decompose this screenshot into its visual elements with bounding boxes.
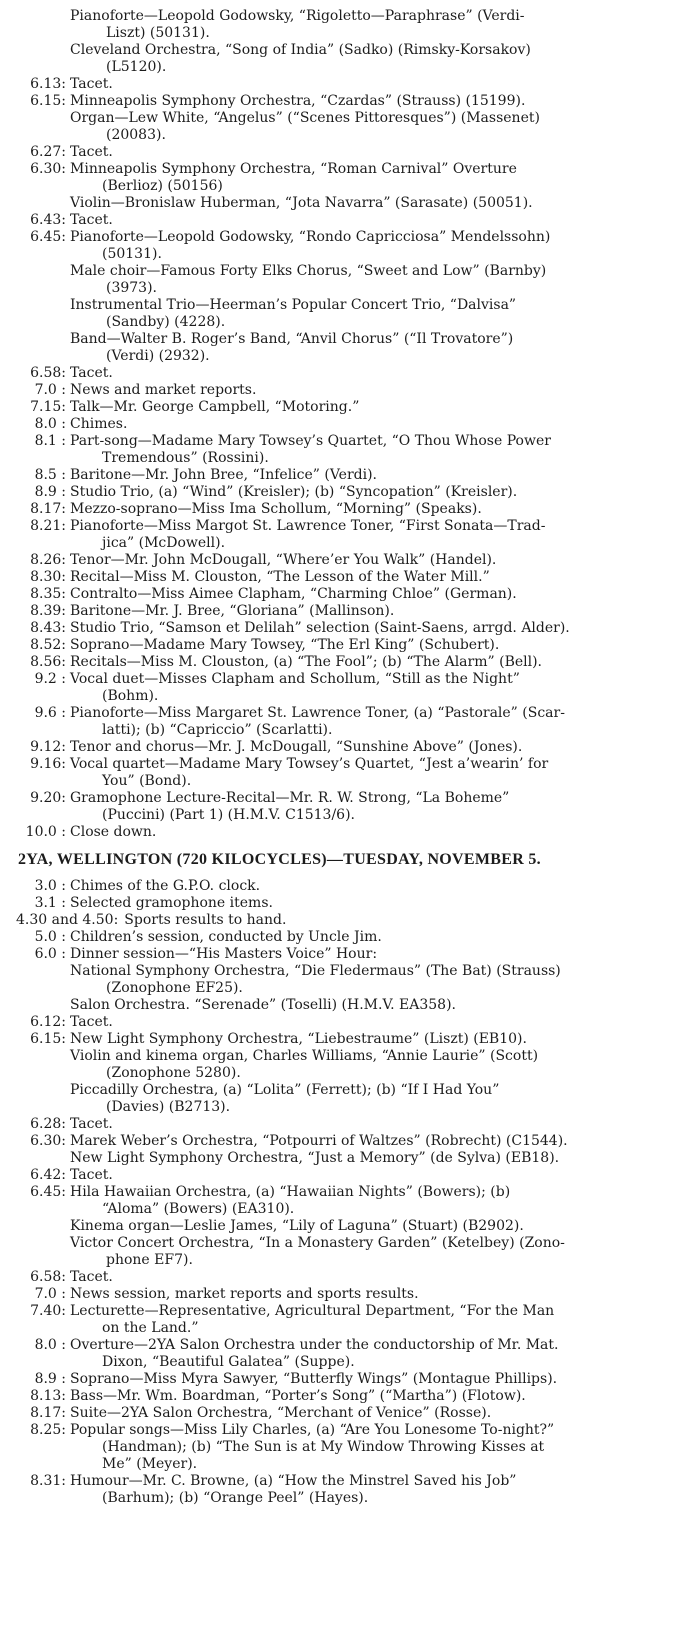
- entry-line: Bass—Mr. Wm. Boardman, “Porter’s Song” (“Martha”) (Flotow).: [70, 1388, 526, 1404]
- item-line: Salon Orchestra. “Serenade” (Toselli) (H.M.V. EA358).: [70, 997, 456, 1013]
- time-label: 9.16:: [30, 756, 66, 772]
- item-continuation: (L5120).: [106, 59, 167, 75]
- time-label: 6.58:: [30, 1269, 66, 1285]
- programme-item: [10, 8, 680, 42]
- entry-text: [70, 212, 680, 229]
- time-label: 8.39:: [30, 603, 66, 619]
- entry-continuation: jica” (McDowell).: [102, 535, 226, 551]
- schedule-entry: [10, 912, 680, 929]
- entry-line: Tacet.: [70, 1269, 113, 1285]
- entry-continuation: on the Land.”: [102, 1320, 199, 1336]
- schedule-entry: [10, 620, 680, 637]
- schedule-entry: [10, 1371, 680, 1388]
- entry-text: [70, 76, 680, 93]
- schedule-entry: [10, 824, 680, 841]
- entry-line: Tenor and chorus—Mr. J. McDougall, “Sunshine Above” (Jones).: [70, 739, 523, 755]
- time-label: 6.43:: [30, 212, 66, 228]
- entry-text: [70, 1473, 680, 1507]
- entry-text: [124, 912, 680, 929]
- programme-item: [10, 997, 680, 1014]
- time-label: 6.15:: [30, 93, 66, 109]
- entry-line: Popular songs—Miss Lily Charles, (a) “Are You Lonesome To-night?”: [70, 1422, 555, 1438]
- programme-item: [10, 1235, 680, 1269]
- time-label: 6.27:: [30, 144, 66, 160]
- item-continuation: (20083).: [106, 127, 166, 143]
- time-label: 8.43:: [30, 620, 66, 636]
- schedule-entry: [10, 637, 680, 654]
- entry-line: Minneapolis Symphony Orchestra, “Roman Carnival” Overture: [70, 161, 517, 177]
- time-label: 8.0 :: [34, 1337, 66, 1353]
- entry-line: Contralto—Miss Aimee Clapham, “Charming Chloe” (German).: [70, 586, 517, 602]
- schedule-entry: [10, 671, 680, 705]
- schedule-entry: [10, 1133, 680, 1150]
- entry-continuation: (Puccini) (Part 1) (H.M.V. C1513/6).: [102, 807, 355, 823]
- entry-line: Marek Weber’s Orchestra, “Potpourri of Waltzes” (Robrecht) (C1544).: [70, 1133, 568, 1149]
- time-label: 9.20:: [30, 790, 66, 806]
- entry-line: Tenor—Mr. John McDougall, “Where’er You Walk” (Handel).: [70, 552, 497, 568]
- entry-text: [70, 1371, 680, 1388]
- entry-text: [70, 1031, 680, 1048]
- schedule-entry: [10, 1116, 680, 1133]
- programme-item: [10, 1082, 680, 1116]
- entry-text: [70, 790, 680, 824]
- item-line: Kinema organ—Leslie James, “Lily of Laguna” (Stuart) (B2902).: [70, 1218, 524, 1234]
- station-heading: 2YA, WELLINGTON (720 KILOCYCLES)—TUESDAY, NOVEMBER 5.: [18, 851, 541, 868]
- entry-line: Baritone—Mr. John Bree, “Infelice” (Verdi).: [70, 467, 378, 483]
- schedule-entry: [10, 1269, 680, 1286]
- programme-item: [10, 963, 680, 997]
- programme-item: [10, 42, 680, 76]
- time-label: 6.58:: [30, 365, 66, 381]
- entry-line: Recital—Miss M. Clouston, “The Lesson of the Water Mill.”: [70, 569, 490, 585]
- schedule-entry: [10, 739, 680, 756]
- entry-line: News and market reports.: [70, 382, 257, 398]
- entry-line: Suite—2YA Salon Orchestra, “Merchant of Venice” (Rosse).: [70, 1405, 492, 1421]
- entry-line: Dinner session—“His Masters Voice” Hour:: [70, 946, 378, 962]
- schedule-entry: [10, 93, 680, 110]
- programme-item: [10, 1150, 680, 1167]
- programme-item: [10, 195, 680, 212]
- time-label: 8.17:: [30, 1405, 66, 1421]
- entry-text: [70, 878, 680, 895]
- entry-line: Talk—Mr. George Campbell, “Motoring.”: [70, 399, 360, 415]
- entry-text: [70, 501, 680, 518]
- entry-text: [70, 1116, 680, 1133]
- schedule-entry: [10, 229, 680, 263]
- time-label: 8.21:: [30, 518, 66, 534]
- schedule-entry: [10, 603, 680, 620]
- time-label: 7.0 :: [34, 382, 66, 398]
- entry-line: Tacet.: [70, 76, 113, 92]
- entry-text: [70, 1184, 680, 1218]
- entry-continuation: (Barhum); (b) “Orange Peel” (Hayes).: [102, 1490, 369, 1506]
- entry-line: Part-song—Madame Mary Towsey’s Quartet, “O Thou Whose Power: [70, 433, 551, 449]
- entry-line: Hila Hawaiian Orchestra, (a) “Hawaiian Nights” (Bowers); (b): [70, 1184, 511, 1200]
- entry-text: [70, 93, 680, 110]
- schedule-entry: [10, 705, 680, 739]
- entry-text: [70, 824, 680, 841]
- time-label: 8.35:: [30, 586, 66, 602]
- schedule-entry: [10, 790, 680, 824]
- time-label: 3.1 :: [34, 895, 66, 911]
- time-label: 7.0 :: [34, 1286, 66, 1302]
- item-continuation: (Sandby) (4228).: [106, 314, 226, 330]
- schedule-entry: [10, 399, 680, 416]
- entry-text: [70, 603, 680, 620]
- item-line: Violin—Bronislaw Huberman, “Jota Navarra” (Sarasate) (50051).: [70, 195, 533, 211]
- entry-line: Soprano—Madame Mary Towsey, “The Erl King” (Schubert).: [70, 637, 500, 653]
- entry-text: [70, 433, 680, 467]
- entry-text: [70, 671, 680, 705]
- schedule-entry: [10, 878, 680, 895]
- entry-text: [70, 382, 680, 399]
- entry-text: [70, 1269, 680, 1286]
- entry-line: Baritone—Mr. J. Bree, “Gloriana” (Mallinson).: [70, 603, 395, 619]
- schedule-entry: [10, 76, 680, 93]
- schedule-entry: [10, 1337, 680, 1371]
- item-continuation: (Verdi) (2932).: [106, 348, 210, 364]
- entry-text: [70, 569, 680, 586]
- entry-line: Tacet.: [70, 212, 113, 228]
- entry-line: Overture—2YA Salon Orchestra under the conductorship of Mr. Mat.: [70, 1337, 559, 1353]
- time-label: 8.13:: [30, 1388, 66, 1404]
- schedule-entry: [10, 756, 680, 790]
- entry-continuation: Dixon, “Beautiful Galatea” (Suppe).: [102, 1354, 355, 1370]
- time-label: 6.12:: [30, 1014, 66, 1030]
- schedule-entry: [10, 1184, 680, 1218]
- schedule-entry: [10, 484, 680, 501]
- entry-line: Studio Trio, (a) “Wind” (Kreisler); (b) “Syncopation” (Kreisler).: [70, 484, 518, 500]
- entry-text: [70, 484, 680, 501]
- time-label: 3.0 :: [34, 878, 66, 894]
- entry-text: [70, 399, 680, 416]
- entry-text: [70, 552, 680, 569]
- schedule-entry: [10, 586, 680, 603]
- entry-continuation: Me” (Meyer).: [102, 1456, 198, 1472]
- entry-continuation: You” (Bond).: [102, 773, 192, 789]
- item-continuation: (Davies) (B2713).: [106, 1099, 231, 1115]
- entry-line: Tacet.: [70, 1116, 113, 1132]
- time-label: 8.26:: [30, 552, 66, 568]
- time-label: 6.15:: [30, 1031, 66, 1047]
- entry-line: Children’s session, conducted by Uncle Jim.: [70, 929, 382, 945]
- schedule-entry: [10, 382, 680, 399]
- schedule-entry: [10, 1388, 680, 1405]
- entry-text: [70, 1133, 680, 1150]
- entry-text: [70, 518, 680, 552]
- time-label: 8.17:: [30, 501, 66, 517]
- entry-line: Soprano—Miss Myra Sawyer, “Butterfly Wings” (Montague Phillips).: [70, 1371, 558, 1387]
- item-line: Violin and kinema organ, Charles Williams, “Annie Laurie” (Scott): [70, 1048, 539, 1064]
- time-label: 6.13:: [30, 76, 66, 92]
- time-label: 10.0 :: [25, 824, 66, 840]
- entry-text: [70, 1388, 680, 1405]
- entry-text: [70, 756, 680, 790]
- entry-text: [70, 620, 680, 637]
- entry-text: [70, 1422, 680, 1473]
- schedule-entry: [10, 1405, 680, 1422]
- schedule-entry: [10, 518, 680, 552]
- schedule-entry: [10, 1014, 680, 1031]
- schedule-entry: [10, 501, 680, 518]
- item-line: Pianoforte—Leopold Godowsky, “Rigoletto—Paraphrase” (Verdi-: [70, 8, 525, 24]
- entry-text: [70, 946, 680, 963]
- entry-line: Lecturette—Representative, Agricultural Department, “For the Man: [70, 1303, 555, 1319]
- entry-line: Mezzo-soprano—Miss Ima Schollum, “Morning” (Speaks).: [70, 501, 482, 517]
- item-line: Instrumental Trio—Heerman’s Popular Concert Trio, “Dalvisa”: [70, 297, 517, 313]
- schedule-entry: [10, 1286, 680, 1303]
- item-continuation: (3973).: [106, 280, 158, 296]
- time-label: 6.0 :: [34, 946, 66, 962]
- schedule-entry: [10, 433, 680, 467]
- schedule-entry: [10, 1473, 680, 1507]
- time-label: 9.2 :: [34, 671, 66, 687]
- item-continuation: (Zonophone 5280).: [106, 1065, 241, 1081]
- programme-item: [10, 297, 680, 331]
- entry-text: [70, 467, 680, 484]
- schedule-entry: [10, 552, 680, 569]
- entry-line: Pianoforte—Leopold Godowsky, “Rondo Capricciosa” Mendelssohn): [70, 229, 551, 245]
- entry-line: Chimes of the G.P.O. clock.: [70, 878, 261, 894]
- entry-text: [70, 739, 680, 756]
- item-continuation: phone EF7).: [106, 1252, 193, 1268]
- schedule-entry: [10, 1167, 680, 1184]
- time-label: 8.56:: [30, 654, 66, 670]
- time-label: 9.12:: [30, 739, 66, 755]
- time-label: 7.40:: [30, 1303, 66, 1319]
- time-label: 6.28:: [30, 1116, 66, 1132]
- entry-continuation: (Handman); (b) “The Sun is at My Window Throwing Kisses at: [102, 1439, 545, 1455]
- time-label: 8.9 :: [34, 1371, 66, 1387]
- entry-line: Tacet.: [70, 1167, 113, 1183]
- entry-line: New Light Symphony Orchestra, “Liebestraume” (Liszt) (EB10).: [70, 1031, 527, 1047]
- entry-line: Chimes.: [70, 416, 128, 432]
- entry-line: Pianoforte—Miss Margaret St. Lawrence Toner, (a) “Pastorale” (Scar-: [70, 705, 565, 721]
- schedule-entry: [10, 569, 680, 586]
- item-line: Male choir—Famous Forty Elks Chorus, “Sweet and Low” (Barnby): [70, 263, 547, 279]
- entry-text: [70, 1405, 680, 1422]
- programme-item: [10, 110, 680, 144]
- entry-text: [70, 705, 680, 739]
- item-line: Organ—Lew White, “Angelus” (“Scenes Pittoresques”) (Massenet): [70, 110, 540, 126]
- time-label: 8.52:: [30, 637, 66, 653]
- schedule-entry: [10, 365, 680, 382]
- time-label: 9.6 :: [34, 705, 66, 721]
- time-label: 8.1 :: [34, 433, 66, 449]
- entry-line: News session, market reports and sports results.: [70, 1286, 419, 1302]
- entry-text: [70, 586, 680, 603]
- entry-continuation: (Bohm).: [102, 688, 159, 704]
- entry-line: Tacet.: [70, 1014, 113, 1030]
- schedule-entry: [10, 161, 680, 195]
- entry-continuation: Tremendous” (Rossini).: [102, 450, 269, 466]
- entry-text: [70, 161, 680, 195]
- entry-text: [70, 229, 680, 263]
- item-line: New Light Symphony Orchestra, “Just a Memory” (de Sylva) (EB18).: [70, 1150, 560, 1166]
- entry-text: [70, 895, 680, 912]
- programme-item: [10, 263, 680, 297]
- entry-text: [70, 144, 680, 161]
- entry-line: Vocal duet—Misses Clapham and Schollum, “Still as the Night”: [70, 671, 520, 687]
- entry-continuation: latti); (b) “Capriccio” (Scarlatti).: [102, 722, 333, 738]
- entry-text: [70, 654, 680, 671]
- entry-line: Vocal quartet—Madame Mary Towsey’s Quartet, “Jest a’wearin’ for: [70, 756, 549, 772]
- schedule-entry: [10, 654, 680, 671]
- entry-line: Humour—Mr. C. Browne, (a) “How the Minstrel Saved his Job”: [70, 1473, 517, 1489]
- schedule-entry: [10, 946, 680, 963]
- time-label: 6.30:: [30, 161, 66, 177]
- programme-item: [10, 331, 680, 365]
- item-line: National Symphony Orchestra, “Die Fledermaus” (The Bat) (Strauss): [70, 963, 561, 979]
- time-label: 8.30:: [30, 569, 66, 585]
- schedule-entry: [10, 212, 680, 229]
- programme-item: [10, 1048, 680, 1082]
- entry-text: [70, 416, 680, 433]
- time-label: 6.30:: [30, 1133, 66, 1149]
- time-label: 5.0 :: [34, 929, 66, 945]
- entry-text: [70, 1286, 680, 1303]
- time-label: 6.45:: [30, 229, 66, 245]
- schedule-entry: [10, 895, 680, 912]
- schedule-entry: [10, 144, 680, 161]
- time-label: 8.5 :: [34, 467, 66, 483]
- time-label: 8.31:: [30, 1473, 66, 1489]
- schedule-entry: [10, 416, 680, 433]
- entry-text: [70, 929, 680, 946]
- schedule-entry: [10, 1303, 680, 1337]
- entry-line: Close down.: [70, 824, 157, 840]
- entry-continuation: (Berlioz) (50156): [102, 178, 223, 194]
- schedule-entry: [10, 1031, 680, 1048]
- entry-line: Gramophone Lecture-Recital—Mr. R. W. Strong, “La Boheme”: [70, 790, 510, 806]
- entry-text: [70, 1014, 680, 1031]
- item-continuation: Liszt) (50131).: [106, 25, 210, 41]
- entry-line: Pianoforte—Miss Margot St. Lawrence Toner, “First Sonata—Trad-: [70, 518, 546, 534]
- entry-text: [70, 637, 680, 654]
- time-label: 6.42:: [30, 1167, 66, 1183]
- entry-text: [70, 1303, 680, 1337]
- entry-line: Sports results to hand.: [124, 912, 287, 928]
- schedule-entry: [10, 1422, 680, 1473]
- entry-line: Tacet.: [70, 365, 113, 381]
- time-label: 4.30 and 4.50:: [16, 912, 119, 928]
- entry-line: Tacet.: [70, 144, 113, 160]
- schedule-entry: [10, 467, 680, 484]
- entry-continuation: (50131).: [102, 246, 162, 262]
- schedule-entry: [10, 929, 680, 946]
- entry-line: Minneapolis Symphony Orchestra, “Czardas” (Strauss) (15199).: [70, 93, 526, 109]
- item-line: Band—Walter B. Roger’s Band, “Anvil Chorus” (“Il Trovatore”): [70, 331, 514, 347]
- entry-line: Selected gramophone items.: [70, 895, 273, 911]
- entry-text: [70, 1167, 680, 1184]
- item-line: Cleveland Orchestra, “Song of India” (Sadko) (Rimsky-Korsakov): [70, 42, 531, 58]
- entry-text: [70, 1337, 680, 1371]
- time-label: 8.0 :: [34, 416, 66, 432]
- time-label: 6.45:: [30, 1184, 66, 1200]
- entry-text: [70, 365, 680, 382]
- entry-line: Studio Trio, “Samson et Delilah” selection (Saint-Saens, arrgd. Alder).: [70, 620, 570, 636]
- time-label: 7.15:: [30, 399, 66, 415]
- entry-line: Recitals—Miss M. Clouston, (a) “The Fool”; (b) “The Alarm” (Bell).: [70, 654, 543, 670]
- item-continuation: (Zonophone EF25).: [106, 980, 243, 996]
- item-line: Piccadilly Orchestra, (a) “Lolita” (Ferrett); (b) “If I Had You”: [70, 1082, 500, 1098]
- item-line: Victor Concert Orchestra, “In a Monastery Garden” (Ketelbey) (Zono-: [70, 1235, 565, 1251]
- programme-item: [10, 1218, 680, 1235]
- entry-continuation: “Aloma” (Bowers) (EA310).: [102, 1201, 295, 1217]
- time-label: 8.9 :: [34, 484, 66, 500]
- time-label: 8.25:: [30, 1422, 66, 1438]
